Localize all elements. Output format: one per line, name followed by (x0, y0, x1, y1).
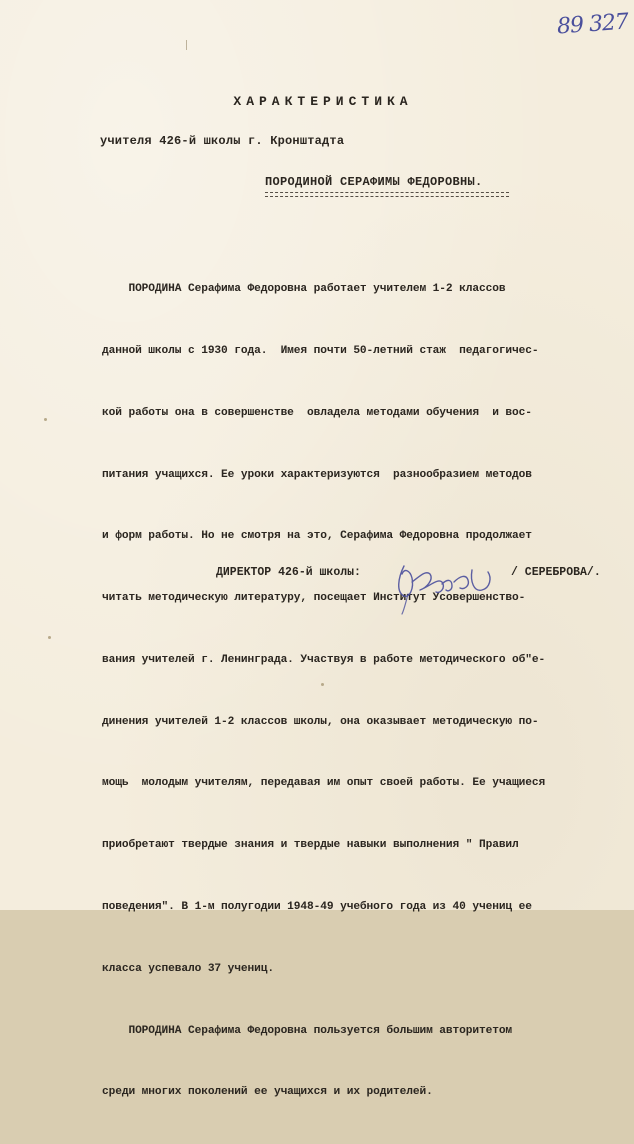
body-line: вания учителей г. Ленинграда. Участвуя в работе методического об"е- (102, 653, 546, 666)
paper-mark (186, 40, 187, 50)
archive-number: 89 327 (556, 9, 629, 40)
body-line: кой работы она в совершенстве овладела методами обучения и вос- (102, 406, 532, 419)
body-line: динения учителей 1-2 классов школы, она оказывает методическую по- (102, 715, 539, 728)
body-text (102, 238, 612, 1144)
body-line: питания учащихся. Ее уроки характеризуются разнообразием методов (102, 468, 532, 481)
body-line: ПОРОДИНА Серафима Федоровна работает учителем 1-2 классов (102, 283, 506, 296)
paper-speck (48, 636, 51, 639)
body-line: среди многих поколений ее учащихся и их родителей. (102, 1086, 433, 1099)
teacher-name: ПОРОДИНОЙ СЕРАФИМЫ ФЕДОРОВНЫ. (265, 175, 483, 189)
name-underline (265, 192, 509, 197)
document-title: ХАРАКТЕРИСТИКА (233, 94, 413, 109)
director-name: / СЕРЕБРОВА/. (511, 566, 601, 579)
handwritten-signature (390, 548, 510, 618)
document-subtitle: учителя 426-й школы г. Кронштадта (100, 134, 345, 148)
paper-speck (44, 418, 47, 421)
body-line: данной школы с 1930 года. Имея почти 50-летний стаж педагогичес- (102, 344, 539, 357)
body-line: и форм работы. Но не смотря на это, Серафима Федоровна продолжает (102, 530, 532, 543)
body-line: ПОРОДИНА Серафима Федоровна пользуется большим авторитетом (102, 1024, 513, 1037)
body-line: читать методическую литературу, посещает Институт Усовершенство- (102, 592, 526, 605)
signature-label: ДИРЕКТОР 426-й школы: (216, 566, 361, 579)
body-line: поведения". В 1-м полугодии 1948-49 учебного года из 40 учениц ее (102, 901, 532, 913)
body-line: класса успевало 37 учениц. (102, 962, 274, 975)
body-line: приобретают твердые знания и твердые навыки выполнения " Правил (102, 839, 519, 852)
body-line: мощь молодым учителям, передавая им опыт своей работы. Ее учащиеся (102, 777, 546, 790)
